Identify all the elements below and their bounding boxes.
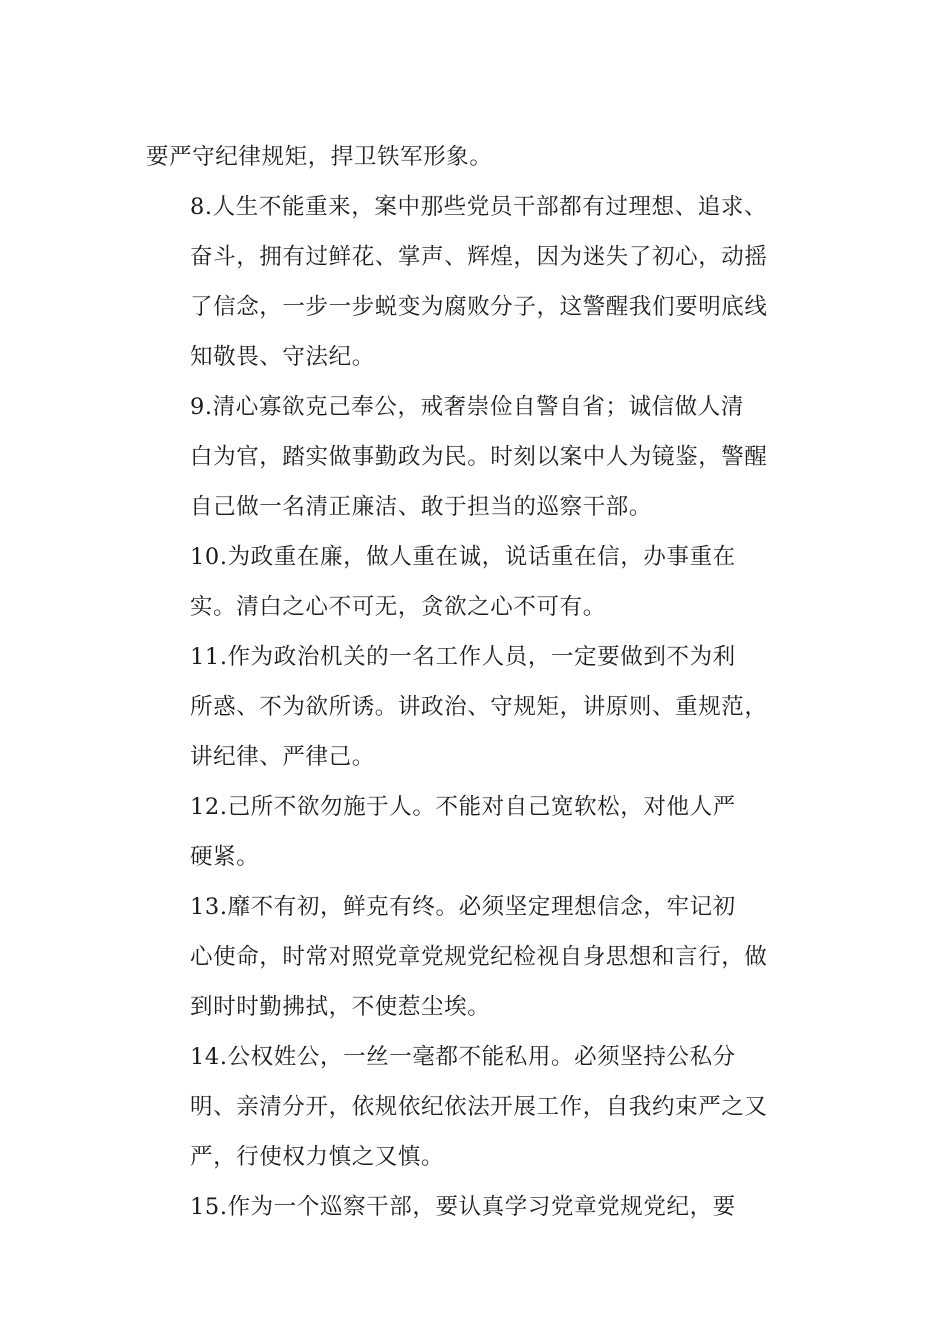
paragraph	[146, 532, 826, 632]
text-line: 了信念，一步一步蜕变为腐败分子，这警醒我们要明底线	[190, 294, 768, 320]
text-line: 14.公权姓公，一丝一毫都不能私用。必须坚持公私分	[190, 1044, 736, 1070]
paragraph	[146, 782, 826, 882]
paragraph	[146, 182, 826, 382]
paragraph	[146, 1032, 826, 1182]
text-line: 要严守纪律规矩，捍卫铁军形象。	[146, 144, 493, 170]
text-line: 12.己所不欲勿施于人。不能对自己宽软松，对他人严	[190, 794, 736, 820]
document-body	[146, 132, 826, 1232]
text-line: 9.清心寡欲克己奉公，戒奢崇俭自警自省；诚信做人清	[190, 394, 744, 420]
text-line: 15.作为一个巡察干部，要认真学习党章党规党纪，要	[190, 1194, 736, 1220]
paragraph	[146, 132, 826, 182]
text-line: 硬紧。	[190, 844, 260, 870]
text-line: 明、亲清分开，依规依纪依法开展工作，自我约束严之又	[190, 1094, 768, 1120]
text-line: 10.为政重在廉，做人重在诚，说话重在信，办事重在	[190, 544, 736, 570]
text-line: 实。清白之心不可无，贪欲之心不可有。	[190, 594, 606, 620]
paragraph	[146, 382, 826, 532]
paragraph	[146, 1182, 826, 1232]
text-line: 知敬畏、守法纪。	[190, 344, 375, 370]
text-line: 奋斗，拥有过鲜花、掌声、辉煌，因为迷失了初心，动摇	[190, 244, 768, 270]
text-line: 心使命，时常对照党章党规党纪检视自身思想和言行，做	[190, 944, 768, 970]
text-line: 所惑、不为欲所诱。讲政治、守规矩，讲原则、重规范，	[190, 694, 768, 720]
text-line: 严，行使权力慎之又慎。	[190, 1144, 445, 1170]
text-line: 自己做一名清正廉洁、敢于担当的巡察干部。	[190, 494, 653, 520]
paragraph	[146, 632, 826, 782]
text-line: 讲纪律、严律己。	[190, 744, 375, 770]
text-line: 8.人生不能重来，案中那些党员干部都有过理想、追求、	[190, 194, 768, 220]
paragraph	[146, 882, 826, 1032]
text-line: 11.作为政治机关的一名工作人员，一定要做到不为利	[190, 644, 736, 670]
text-line: 13.靡不有初，鲜克有终。必须坚定理想信念，牢记初	[190, 894, 736, 920]
text-line: 到时时勤拂拭，不使惹尘埃。	[190, 994, 491, 1020]
text-line: 白为官，踏实做事勤政为民。时刻以案中人为镜鉴，警醒	[190, 444, 768, 470]
